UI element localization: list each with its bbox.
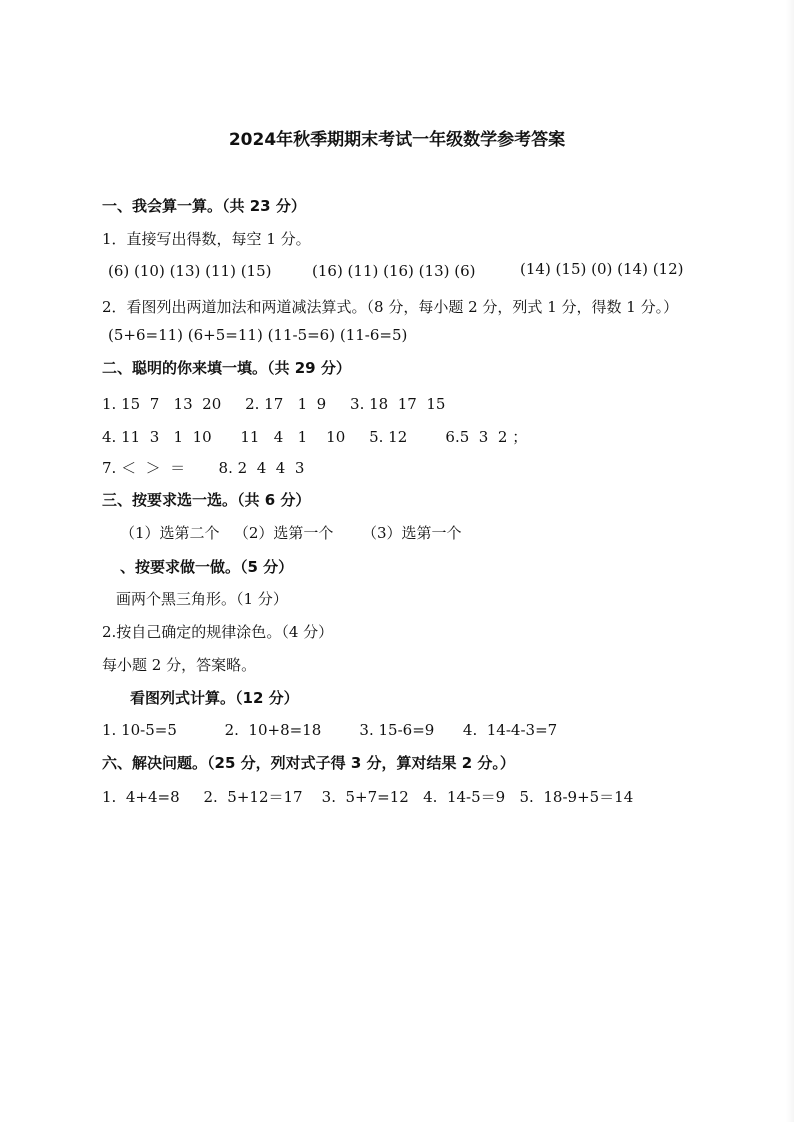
section-4-q3: 每小题 2 分，答案略。 <box>102 656 257 674</box>
section-1-q1-label: 1．直接写出得数，每空 1 分。 <box>102 230 311 248</box>
section-2-heading: 二、聪明的你来填一填。（共 29 分） <box>102 359 351 377</box>
section-4-q2: 2.按自己确定的规律涂色。（4 分） <box>102 623 334 641</box>
section-2-row-1: 1. 15 7 13 20 2. 17 1 9 3. 18 17 15 <box>102 395 446 413</box>
section-2-row-2: 4. 11 3 1 10 11 4 1 10 5. 12 6.5 3 2 ； <box>102 428 528 446</box>
section-4-q1: 画两个黑三角形。（1 分） <box>116 590 288 608</box>
section-3-heading: 三、按要求选一选。（共 6 分） <box>102 491 311 509</box>
section-5-heading: 看图列式计算。（12 分） <box>130 689 299 707</box>
section-1-q1-answers-group-3: (14) (15) (0) (14) (12) <box>520 260 684 278</box>
section-1-q1-answers-group-2: (16) (11) (16) (13) (6) <box>312 262 476 280</box>
section-2-row-3: 7. ＜ ＞ ＝ 8. 2 4 4 3 <box>102 459 305 477</box>
section-1-heading: 一、我会算一算。（共 23 分） <box>102 197 306 215</box>
section-6-answers: 1. 4+4=8 2. 5+12＝17 3. 5+7=12 4. 14-5＝9 5. 18-9+5＝14 <box>102 788 634 806</box>
section-1-q2-label: 2．看图列出两道加法和两道减法算式。（8 分，每小题 2 分，列式 1 分，得数 1 分。） <box>102 298 679 316</box>
section-1-q1-answers-group-1: (6) (10) (13) (11) (15) <box>108 262 272 280</box>
section-5-answers: 1. 10-5=5 2. 10+8=18 3. 15-6=9 4. 14-4-3=7 <box>102 721 558 739</box>
page-title: 2024年秋季期期末考试一年级数学参考答案 <box>228 130 566 150</box>
page-edge-shadow <box>786 0 794 1122</box>
section-3-answers: （1）选第二个 （2）选第一个 （3）选第一个 <box>120 524 462 542</box>
section-6-heading: 六、解决问题。（25 分，列对式子得 3 分，算对结果 2 分。） <box>102 754 515 772</box>
section-4-heading: 、按要求做一做。（5 分） <box>120 558 294 576</box>
section-1-q2-answers: (5+6=11) (6+5=11) (11-5=6) (11-6=5) <box>108 326 408 344</box>
